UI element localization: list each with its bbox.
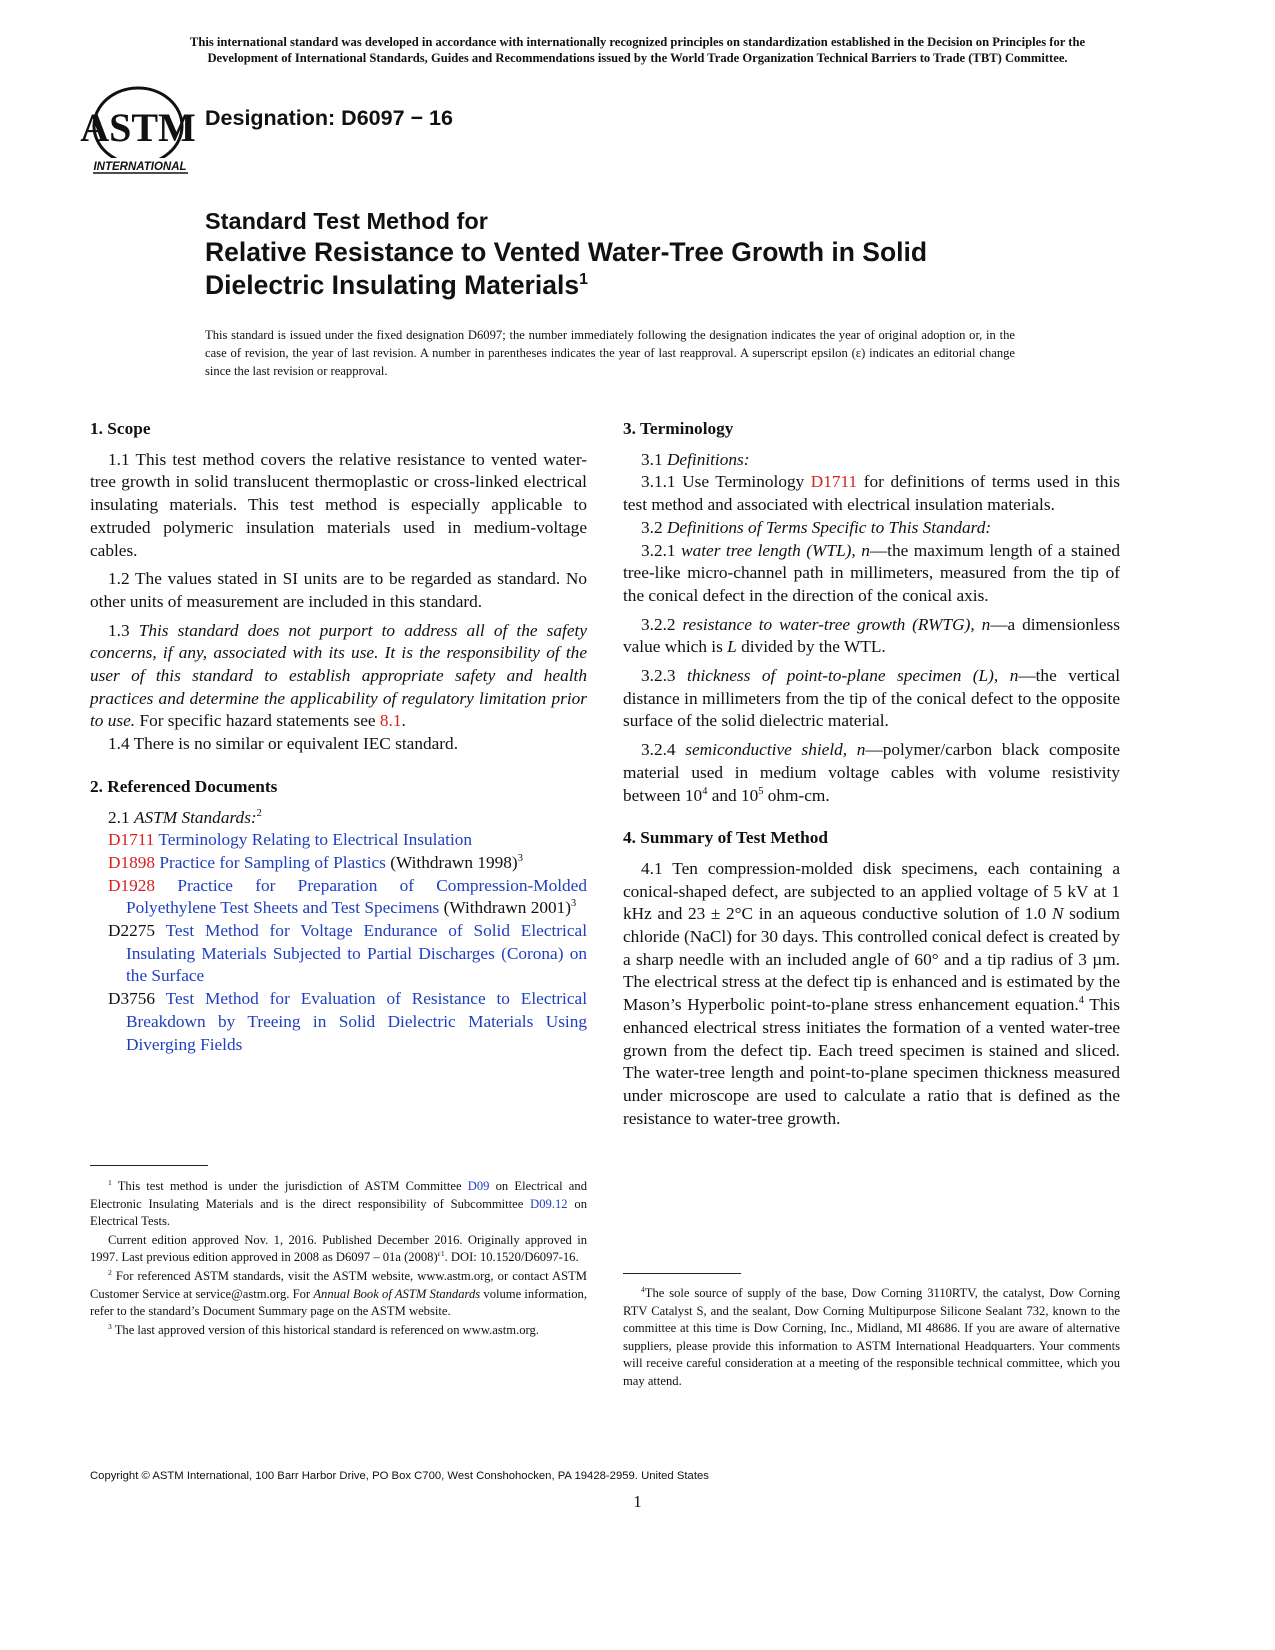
para-1-4: 1.4 There is no similar or equivalent IEC standard. [108,734,459,754]
logo-subtext: INTERNATIONAL [93,161,187,173]
section-4-heading: 4. Summary of Test Method [623,828,828,848]
para-3-2-3: 3.2.3 thickness of point-to-plane specimen (L), n—the vertical distance in millimeters from the tip of the conical defect to the opposite surface of the solid dielectric material. [623,666,1121,731]
ref-d1711 [90,829,587,852]
ref-code: D3756 [108,989,156,1009]
ref-d1928: D1928 Practice for Preparation of Compression-Molded Polyethylene Test Sheets and Test Specimens (Withdrawn 2001)$^3$ [108,875,587,918]
para-2-1: 2.1 ASTM Standards:$^2$ [108,807,262,827]
ref-title-link[interactable]: Test Method for Evaluation of Resistance to Electrical Breakdown by Treeing in Solid Dielectric Materials Using Diverging Fields [126,989,588,1054]
footnote-4: $^4$The sole source of supply of the base, Dow Corning 3110RTV, the catalyst, Dow Corning RTV Catalyst S, and the sealant, Dow Corning Multipurpose Silicone Sealant 732, known to the committee at this time is Dow Corning, Inc., Midland, MI 48686. If you are aware of alternative suppliers, please provide this information to ASTM International Headquarters. Your comments will receive careful consideration at a meeting of the responsible technical committee, which you may attend. [623,1284,1120,1388]
issuance-statement: This standard is issued under the fixed designation D6097; the number immediately following the designation indicates the year of original adoption or, in the case of revision, the year of last revision. A number in parentheses indicates the year of last reapproval. A superscript epsilon (ε) indicates an editorial change since the last revision or reapproval. [205,328,1015,378]
para-1-2: 1.2 The values stated in SI units are to be regarded as standard. No other units of measurement are included in this standard. [90,569,587,611]
title-line-2: Relative Resistance to Vented Water-Tree Growth in Solid [205,237,928,267]
ref-title-link[interactable]: Practice for Preparation of Compression-Molded Polyethylene Test Sheets and Test Specimens [126,875,587,918]
para-1-1: 1.1 This test method covers the relative resistance to vented water-tree growth in solid translucent thermoplastic or cross-linked electrical insulating materials. This test method is especially applicable to extruded polymeric insulation materials used in medium-voltage cables. [90,449,587,560]
ref-d3756 [90,988,587,1056]
section-1-heading: 1. Scope [90,419,151,438]
footnote-divider-left [90,1165,208,1166]
link-d09-12[interactable]: D09.12 [530,1196,568,1211]
banner-line-2: Development of International Standards, Guides and Recommendations issued by the World Trade Organization Technical Barriers to Trade (TBT) Committee. [207,51,1068,65]
ref-code-link[interactable]: D1928 [108,875,156,895]
link-8-1[interactable]: 8.1 [379,711,402,731]
footnotes-left [90,1178,587,1340]
ref-title-link[interactable]: Practice for Sampling of Plastics [159,852,386,872]
para-3-2: 3.2 Definitions of Terms Specific to This Standard: [641,517,992,537]
footnote-2: $^2$ For referenced ASTM standards, visit the ASTM website, www.astm.org, or contact ASTM Customer Service at service@astm.org. For Annual Book of ASTM Standards volume information, refer to the standard’s Document Summary page on the ASTM website. [90,1267,588,1319]
para-1-3: 1.3 This standard does not purport to address all of the safety concerns, if any, associated with its use. It is the responsibility of the user of this standard to establish appropriate safety and health practices and determine the applicability of regulatory limitation prior to use. For specific hazard statements see 8.1. [90,620,587,731]
left-column [90,418,587,1056]
logo-letters: ASTM [80,105,196,150]
ref-code: D2275 [108,921,156,941]
link-d1711[interactable]: D1711 [810,472,858,492]
astm-logo [80,86,196,176]
footnotes-right [623,1285,1120,1392]
para-3-1: 3.1 Definitions: [641,449,750,469]
ref-code-link[interactable]: D1711 [108,830,155,850]
title-line-3: Dielectric Insulating Materials$^1$ [205,270,588,300]
copyright-footer: Copyright © ASTM International, 100 Barr Harbor Drive, PO Box C700, West Conshohocken, PA 19428-2959. United States [90,1470,709,1482]
banner-line-1: This international standard was developed in accordance with internationally recognized principles on standardization established in the Decision on Principles for the [189,35,1086,49]
ref-code-link[interactable]: D1898 [108,852,156,872]
footnote-divider-right [623,1273,741,1274]
para-3-2-2: 3.2.2 resistance to water-tree growth (RWTG), n—a dimensionless value which is L divided by the WTL. [623,614,1121,657]
para-3-2-4: 3.2.4 semiconductive shield, n—polymer/carbon black composite material used in medium voltage cables with volume resistivity between $10^4$ and $10^5$ ohm-cm. [623,740,1120,805]
link-d09[interactable]: D09 [467,1179,490,1193]
ref-title-link[interactable]: Terminology Relating to Electrical Insulation [158,830,473,850]
ref-title-link[interactable]: Test Method for Voltage Endurance of Solid Electrical Insulating Materials Subjected to Partial Discharges (Corona) on the Surface [126,921,587,986]
page-number: 1 [633,1492,642,1511]
designation: Designation: D6097 − 16 [205,106,453,130]
section-2-heading: 2. Referenced Documents [90,776,278,796]
document-title [205,206,1205,302]
section-3-heading: 3. Terminology [623,419,734,438]
wto-banner [60,34,1215,66]
right-column [623,418,1120,1136]
para-3-1-1: 3.1.1 Use Terminology D1711 for definitions of terms used in this test method and associated with electrical insulation materials. [623,472,1120,515]
ref-d2275 [90,920,587,988]
ref-d1898: D1898 Practice for Sampling of Plastics (Withdrawn 1998)$^3$ [108,852,523,872]
title-line-1: Standard Test Method for [205,208,488,234]
para-4-1: 4.1 Ten compression-molded disk specimens, each containing a conical-shaped defect, are subjected to an applied voltage of 5 kV at 1 kHz and 23 ± 2°C in an aqueous conductive solution of 1.0 N sodium chloride (NaCl) for 30 days. This controlled conical defect is created by a sharp needle with an included angle of 60° and a tip radius of 3 µm. The electrical stress at the defect tip is enhanced and is estimated by the Mason’s Hyperbolic point-to-plane stress enhancement equation.$^4$ This enhanced electrical stress initiates the formation of a vented water-tree grown from the defect tip. Each treed specimen is stained and sliced. The water-tree length and point-to-plane specimen thickness measured under microscope are used to calculate a ratio that is defined as the resistance to water-tree growth. [623,858,1120,1128]
footnote-3: $^3$ The last approved version of this historical standard is referenced on www.astm.org. [108,1321,539,1337]
para-3-2-1: 3.2.1 water tree length (WTL), n—the maximum length of a stained tree-like micro-channel path in millimeters, measured from the tip of the conical defect in the direction of the conical axis. [623,540,1121,605]
footnote-1-edition: Current edition approved Nov. 1, 2016. Published December 2016. Originally approved in 1997. Last previous edition approved in 2008 as D6097 – 01a $(2008)^{\varepsilon 1}$. DOI: 10.1520/D6097-16. [90,1232,587,1265]
title-footnote-mark: 1 [579,271,588,289]
footnote-1: $^1$ This test method is under the jurisdiction of ASTM Committee D09 on Electrical and Electronic Insulating Materials and is the direct responsibility of Subcommittee D09.12 on Electrical Tests. [90,1177,587,1229]
